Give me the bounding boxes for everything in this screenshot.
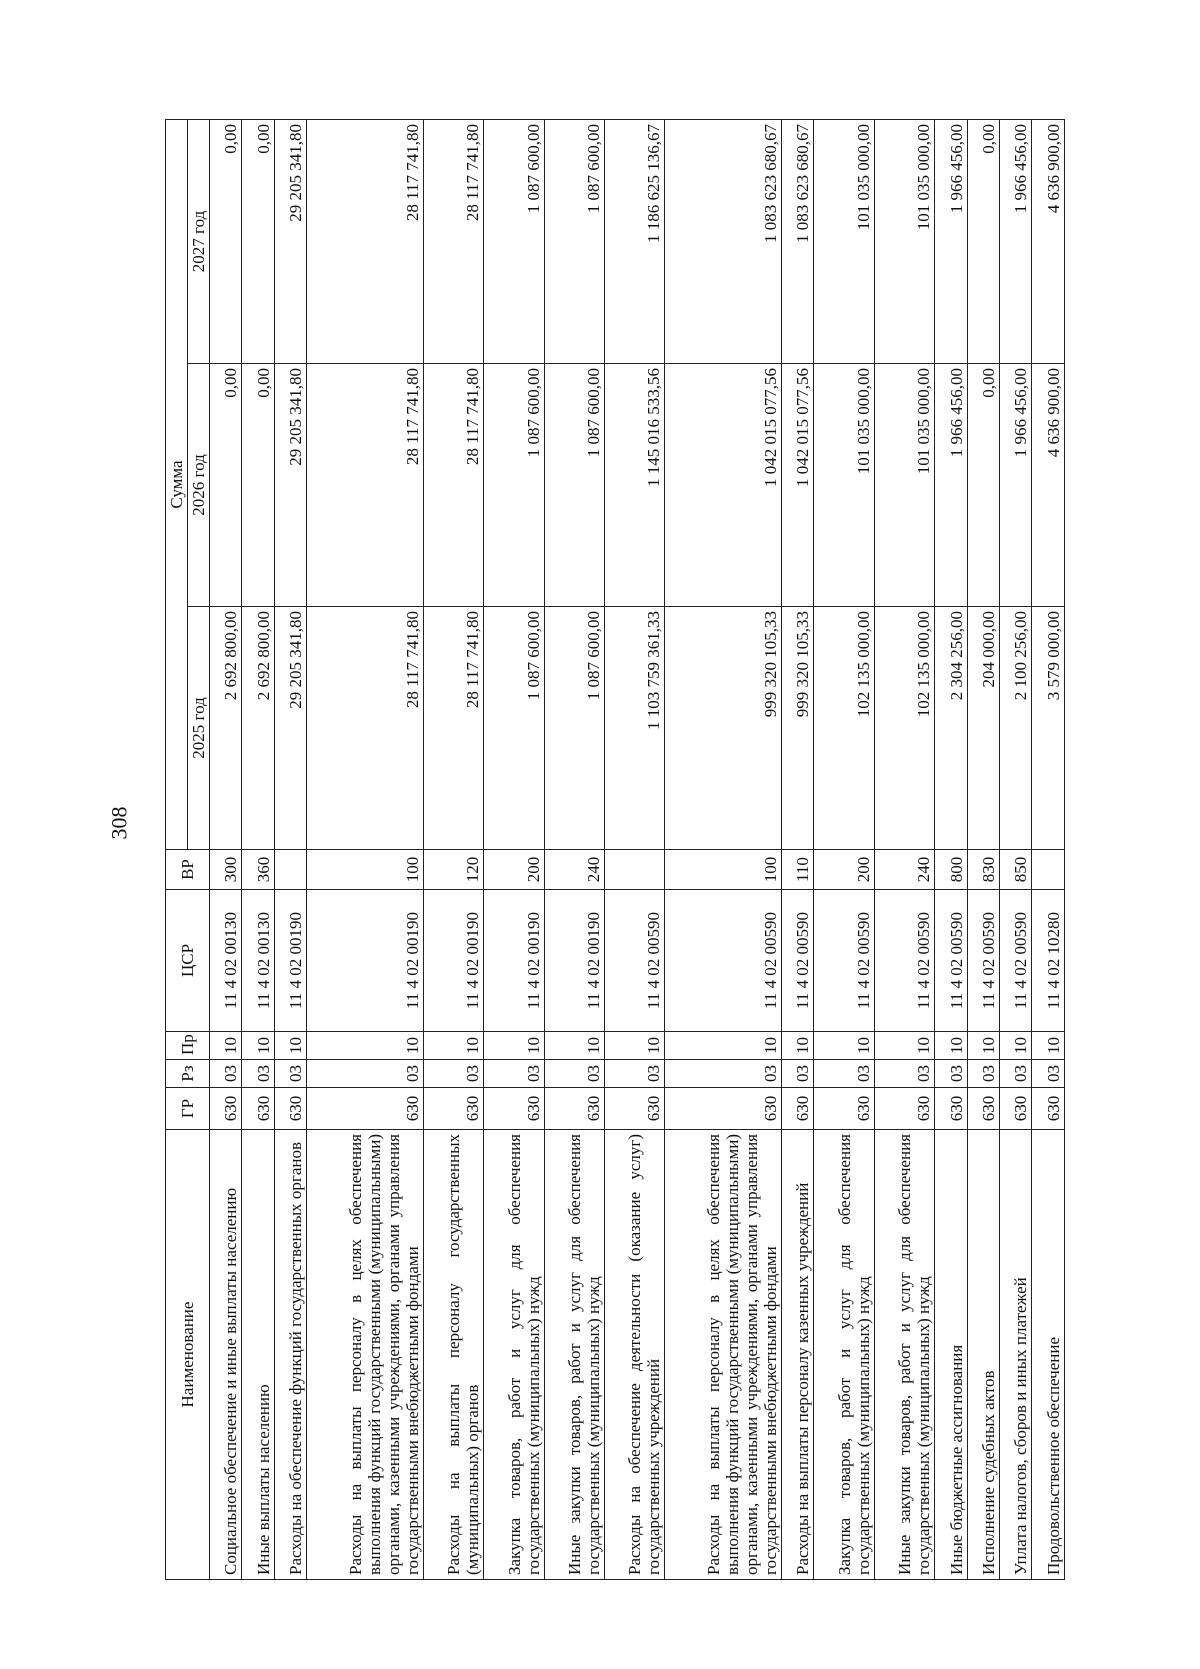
cell-rz: 03 [874, 1060, 934, 1088]
cell-gr: 630 [423, 1088, 483, 1130]
cell-2027: 1 083 623 680,67 [781, 120, 813, 364]
cell-name: Расходы на выплаты персоналу в целях обеспечения выполнения функций государственными (муниципальными) органами, казенными учреждениями, органами управления государственными внебюджетными фондами [307, 1130, 423, 1580]
page-number: 308 [106, 806, 132, 840]
cell-2027: 0,00 [210, 120, 242, 364]
cell-2027: 1 966 456,00 [1000, 120, 1032, 364]
cell-gr: 630 [210, 1088, 242, 1130]
cell-name: Закупка товаров, работ и услуг для обеспечения государственных (муниципальных) нужд [814, 1130, 874, 1580]
cell-2026: 0,00 [967, 364, 999, 607]
cell-pr: 10 [665, 1032, 781, 1060]
cell-name: Закупка товаров, работ и услуг для обеспечения государственных (муниципальных) нужд [484, 1130, 544, 1580]
table-row [1032, 120, 1065, 1580]
cell-vr: 200 [484, 850, 544, 890]
cell-csr: 11 4 02 00190 [307, 890, 423, 1032]
cell-2025: 999 320 105,33 [781, 607, 813, 850]
rotated-page-area [165, 120, 1065, 1580]
table-row [605, 120, 665, 1580]
cell-2026: 101 035 000,00 [874, 364, 934, 607]
cell-2026: 4 636 900,00 [1032, 364, 1065, 607]
cell-name: Иные выплаты населению [242, 1130, 274, 1580]
cell-csr: 11 4 02 00190 [544, 890, 604, 1032]
cell-gr: 630 [967, 1088, 999, 1130]
cell-2026: 1 042 015 077,56 [665, 364, 781, 607]
cell-2026: 1 087 600,00 [484, 364, 544, 607]
cell-vr: 240 [874, 850, 934, 890]
header-year-2025: 2025 год [188, 607, 210, 850]
cell-csr: 11 4 02 00130 [242, 890, 274, 1032]
cell-csr: 11 4 02 00190 [274, 890, 306, 1032]
cell-2025: 2 304 256,00 [935, 607, 967, 850]
cell-gr: 630 [935, 1088, 967, 1130]
cell-csr: 11 4 02 00190 [423, 890, 483, 1032]
table-row [307, 120, 423, 1580]
cell-csr: 11 4 02 00190 [484, 890, 544, 1032]
cell-pr: 10 [544, 1032, 604, 1060]
cell-2027: 28 117 741,80 [423, 120, 483, 364]
cell-name: Расходы на выплаты персоналу государственных (муниципальных) органов [423, 1130, 483, 1580]
cell-2025: 29 205 341,80 [274, 607, 306, 850]
cell-gr: 630 [605, 1088, 665, 1130]
cell-pr: 10 [935, 1032, 967, 1060]
cell-2026: 1 145 016 533,56 [605, 364, 665, 607]
cell-rz: 03 [484, 1060, 544, 1088]
table-row [781, 120, 813, 1580]
cell-pr: 10 [814, 1032, 874, 1060]
header-rz: Рз [166, 1060, 210, 1088]
cell-csr: 11 4 02 10280 [1032, 890, 1065, 1032]
header-vr: ВР [166, 850, 210, 890]
cell-pr: 10 [423, 1032, 483, 1060]
header-csr: ЦСР [166, 890, 210, 1032]
cell-2025: 102 135 000,00 [814, 607, 874, 850]
cell-name: Расходы на обеспечение функций государственных органов [274, 1130, 306, 1580]
cell-gr: 630 [781, 1088, 813, 1130]
cell-2027: 1 186 625 136,67 [605, 120, 665, 364]
cell-vr: 240 [544, 850, 604, 890]
cell-csr: 11 4 02 00590 [781, 890, 813, 1032]
cell-pr: 10 [1032, 1032, 1065, 1060]
cell-2026: 1 042 015 077,56 [781, 364, 813, 607]
cell-2027: 28 117 741,80 [307, 120, 423, 364]
cell-gr: 630 [1000, 1088, 1032, 1130]
cell-2027: 0,00 [242, 120, 274, 364]
table-row [242, 120, 274, 1580]
cell-2027: 1 966 456,00 [935, 120, 967, 364]
cell-rz: 03 [210, 1060, 242, 1088]
cell-name: Исполнение судебных актов [967, 1130, 999, 1580]
cell-rz: 03 [1032, 1060, 1065, 1088]
cell-gr: 630 [665, 1088, 781, 1130]
cell-rz: 03 [242, 1060, 274, 1088]
cell-rz: 03 [1000, 1060, 1032, 1088]
cell-vr: 830 [967, 850, 999, 890]
cell-2027: 1 087 600,00 [544, 120, 604, 364]
table-header [166, 120, 210, 1580]
cell-rz: 03 [935, 1060, 967, 1088]
cell-rz: 03 [781, 1060, 813, 1088]
cell-vr [605, 850, 665, 890]
cell-rz: 03 [814, 1060, 874, 1088]
cell-vr: 300 [210, 850, 242, 890]
landscape-content [165, 120, 1065, 1580]
cell-pr: 10 [242, 1032, 274, 1060]
header-gr: ГР [166, 1088, 210, 1130]
cell-2026: 1 966 456,00 [1000, 364, 1032, 607]
cell-vr: 100 [665, 850, 781, 890]
cell-gr: 630 [484, 1088, 544, 1130]
cell-rz: 03 [307, 1060, 423, 1088]
cell-csr: 11 4 02 00130 [210, 890, 242, 1032]
table-body [210, 120, 1065, 1580]
cell-csr: 11 4 02 00590 [874, 890, 934, 1032]
cell-vr [1032, 850, 1065, 890]
cell-vr: 850 [1000, 850, 1032, 890]
cell-2027: 1 087 600,00 [484, 120, 544, 364]
cell-name: Иные закупки товаров, работ и услуг для обеспечения государственных (муниципальных) нужд [874, 1130, 934, 1580]
table-row [1000, 120, 1032, 1580]
budget-table [165, 119, 1065, 1580]
table-row [274, 120, 306, 1580]
cell-pr: 10 [307, 1032, 423, 1060]
cell-2026: 0,00 [210, 364, 242, 607]
cell-csr: 11 4 02 00590 [935, 890, 967, 1032]
cell-rz: 03 [605, 1060, 665, 1088]
cell-2026: 29 205 341,80 [274, 364, 306, 607]
cell-2027: 101 035 000,00 [814, 120, 874, 364]
cell-2025: 2 100 256,00 [1000, 607, 1032, 850]
cell-pr: 10 [781, 1032, 813, 1060]
header-sum: Сумма [166, 120, 188, 850]
cell-vr: 800 [935, 850, 967, 890]
cell-2025: 204 000,00 [967, 607, 999, 850]
cell-csr: 11 4 02 00590 [665, 890, 781, 1032]
table-row [665, 120, 781, 1580]
cell-name: Расходы на выплаты персоналу казенных учреждений [781, 1130, 813, 1580]
cell-rz: 03 [544, 1060, 604, 1088]
cell-gr: 630 [307, 1088, 423, 1130]
cell-vr: 120 [423, 850, 483, 890]
cell-2025: 28 117 741,80 [307, 607, 423, 850]
table-row [484, 120, 544, 1580]
cell-2025: 28 117 741,80 [423, 607, 483, 850]
cell-2027: 101 035 000,00 [874, 120, 934, 364]
cell-2027: 1 083 623 680,67 [665, 120, 781, 364]
cell-2027: 4 636 900,00 [1032, 120, 1065, 364]
header-year-2026: 2026 год [188, 364, 210, 607]
cell-gr: 630 [544, 1088, 604, 1130]
cell-rz: 03 [423, 1060, 483, 1088]
cell-2025: 2 692 800,00 [242, 607, 274, 850]
table-row [874, 120, 934, 1580]
cell-csr: 11 4 02 00590 [967, 890, 999, 1032]
header-name: Наименование [166, 1130, 210, 1580]
cell-name: Иные закупки товаров, работ и услуг для обеспечения государственных (муниципальных) нужд [544, 1130, 604, 1580]
cell-2026: 28 117 741,80 [307, 364, 423, 607]
cell-2026: 28 117 741,80 [423, 364, 483, 607]
cell-vr: 110 [781, 850, 813, 890]
cell-pr: 10 [484, 1032, 544, 1060]
cell-gr: 630 [242, 1088, 274, 1130]
cell-vr [274, 850, 306, 890]
cell-rz: 03 [665, 1060, 781, 1088]
table-row [967, 120, 999, 1580]
cell-csr: 11 4 02 00590 [1000, 890, 1032, 1032]
cell-name: Продовольственное обеспечение [1032, 1130, 1065, 1580]
cell-2025: 1 087 600,00 [544, 607, 604, 850]
cell-gr: 630 [1032, 1088, 1065, 1130]
cell-csr: 11 4 02 00590 [814, 890, 874, 1032]
cell-2025: 102 135 000,00 [874, 607, 934, 850]
header-year-2027: 2027 год [188, 120, 210, 364]
cell-2026: 1 087 600,00 [544, 364, 604, 607]
cell-pr: 10 [967, 1032, 999, 1060]
cell-2025: 3 579 000,00 [1032, 607, 1065, 850]
cell-2025: 1 087 600,00 [484, 607, 544, 850]
table-row [210, 120, 242, 1580]
cell-name: Расходы на обеспечение деятельности (оказание услуг) государственных учреждений [605, 1130, 665, 1580]
header-pr: Пр [166, 1032, 210, 1060]
cell-2026: 1 966 456,00 [935, 364, 967, 607]
cell-name: Расходы на выплаты персоналу в целях обеспечения выполнения функций государственными (муниципальными) органами, казенными учреждениями, органами управления государственными внебюджетными фондами [665, 1130, 781, 1580]
cell-2026: 0,00 [242, 364, 274, 607]
cell-pr: 10 [605, 1032, 665, 1060]
cell-gr: 630 [874, 1088, 934, 1130]
cell-2025: 999 320 105,33 [665, 607, 781, 850]
table-row [423, 120, 483, 1580]
table-row [935, 120, 967, 1580]
table-row [814, 120, 874, 1580]
cell-pr: 10 [274, 1032, 306, 1060]
cell-pr: 10 [874, 1032, 934, 1060]
cell-rz: 03 [967, 1060, 999, 1088]
cell-name: Уплата налогов, сборов и иных платежей [1000, 1130, 1032, 1580]
cell-csr: 11 4 02 00590 [605, 890, 665, 1032]
cell-pr: 10 [1000, 1032, 1032, 1060]
cell-2027: 29 205 341,80 [274, 120, 306, 364]
cell-name: Иные бюджетные ассигнования [935, 1130, 967, 1580]
cell-vr: 100 [307, 850, 423, 890]
cell-name: Социальное обеспечение и иные выплаты населению [210, 1130, 242, 1580]
cell-2025: 2 692 800,00 [210, 607, 242, 850]
cell-2025: 1 103 759 361,33 [605, 607, 665, 850]
cell-2027: 0,00 [967, 120, 999, 364]
cell-rz: 03 [274, 1060, 306, 1088]
cell-pr: 10 [210, 1032, 242, 1060]
cell-vr: 200 [814, 850, 874, 890]
table-row [544, 120, 604, 1580]
cell-gr: 630 [274, 1088, 306, 1130]
cell-gr: 630 [814, 1088, 874, 1130]
cell-2026: 101 035 000,00 [814, 364, 874, 607]
cell-vr: 360 [242, 850, 274, 890]
